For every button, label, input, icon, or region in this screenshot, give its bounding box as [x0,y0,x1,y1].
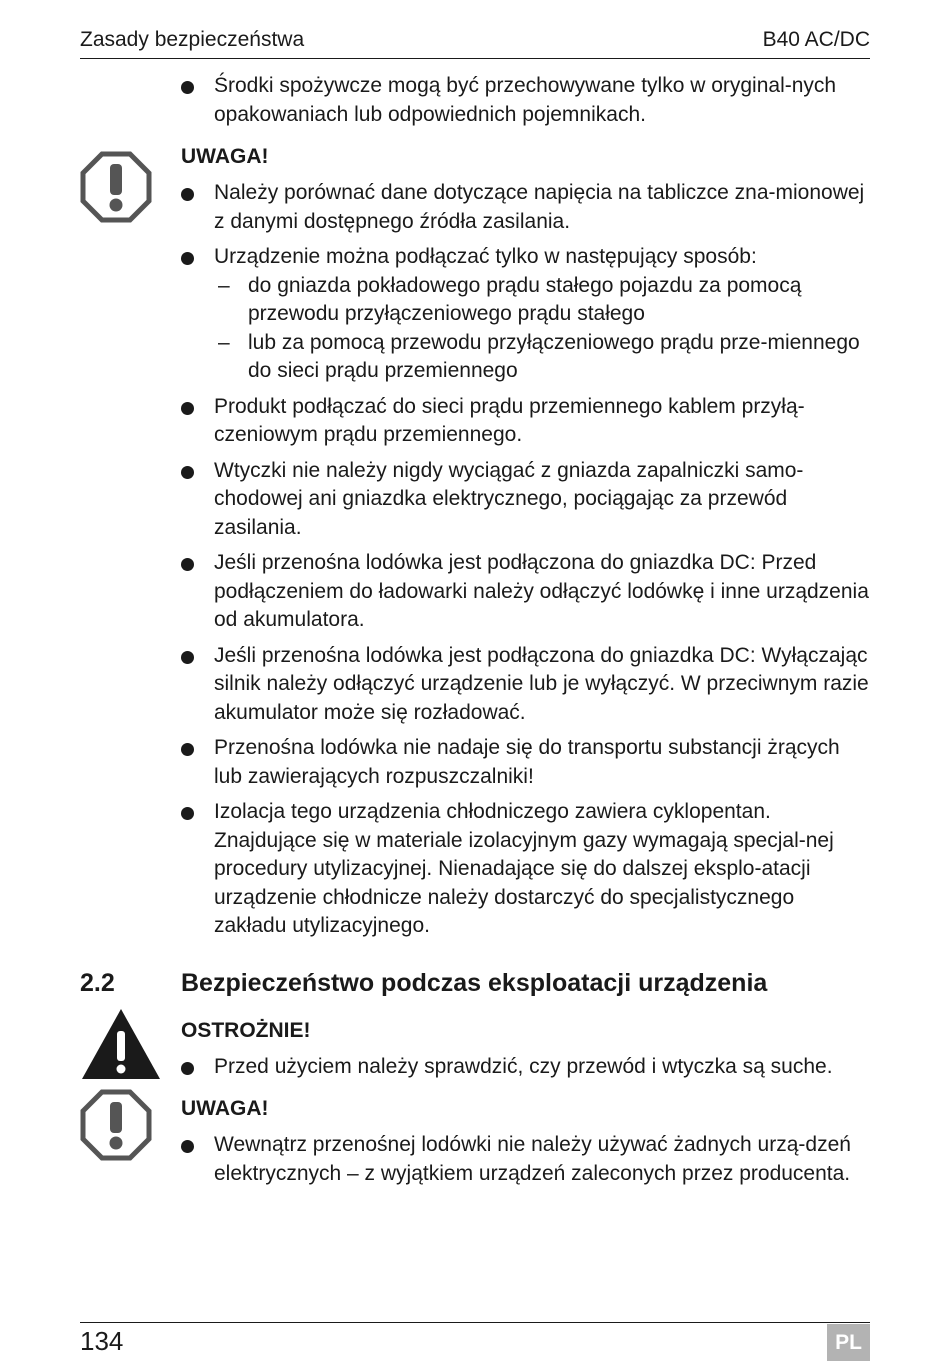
sub-list [214,272,870,386]
notice-list [181,179,870,941]
list-item [181,642,870,728]
list-item [181,1131,870,1188]
list-item-text: Przenośna lodówka nie nadaje się do transportu substancji żrących lub zawierających rozpuszczalniki! [214,736,840,788]
section-title: Bezpieczeństwo podczas eksploatacji urządzenia [181,968,768,997]
sub-list-item-text: lub za pomocą przewodu przyłączeniowego prądu prze-miennego do sieci prądu przemiennego [248,330,860,382]
caution-label: OSTROŻNIE! [181,1018,311,1042]
bullet-dot [181,402,194,415]
page-number: 134 [80,1326,124,1356]
sub-list-item-text: do gniazda pokładowego prądu stałego pojazdu za pomocą przewodu przyłączeniowego prądu stałego [248,273,802,325]
notice-label: UWAGA! [181,145,269,168]
notice-octagon-exclamation-icon [80,1089,152,1161]
intro-block [80,72,870,129]
list-item [181,393,870,450]
language-badge: PL [827,1324,870,1361]
list-item [181,179,870,236]
bullet-dot [181,743,194,756]
header-model: B40 AC/DC [762,28,870,51]
notice-octagon-exclamation-icon [80,151,152,223]
page-content [80,72,870,1195]
bullet-dot [181,651,194,664]
list-item [181,549,870,635]
list-item [181,1053,870,1082]
list-item-text: Środki spożywcze mogą być przechowywane tylko w oryginal-nych opakowaniach lub odpowiednich pojemnikach. [214,74,837,126]
list-item [181,72,870,129]
section-heading [80,967,870,999]
list-item [181,798,870,941]
bullet-dot [181,81,194,94]
list-item-text: Przed użyciem należy sprawdzić, czy przewód i wtyczka są suche. [214,1054,833,1078]
footer-divider [80,1322,870,1323]
section-number: 2.2 [80,968,115,997]
bullet-dot [181,188,194,201]
warning-triangle-icon [80,1007,162,1081]
notice-block-1 [80,143,870,941]
header-section-title: Zasady bezpieczeństwa [80,28,305,51]
dash-marker: – [218,273,230,297]
list-item-text: Produkt podłączać do sieci prądu przemiennego kablem przyłą-czeniowym prądu przemiennego. [214,394,805,446]
intro-list [181,72,870,129]
bullet-dot [181,807,194,820]
caution-list [181,1053,870,1082]
notice-label: UWAGA! [181,1097,269,1120]
notice-list [181,1131,870,1188]
notice-block-2 [80,1095,870,1188]
list-item [181,457,870,543]
bullet-dot [181,1062,194,1075]
bullet-dot [181,252,194,265]
sub-list-item [214,272,870,329]
bullet-dot [181,558,194,571]
list-item-text: Izolacja tego urządzenia chłodniczego zawiera cyklopentan. Znajdujące się w materiale izolacyjnym gazy wymagają specjal-nej procedury utylizacyjnej. Nienadające się do dalszej eksplo-atacji urządzenie chłodnicze należy dostarczyć do specjalistycznego zakładu utylizacyjnego. [214,800,834,937]
list-item [181,243,870,386]
list-item-text: Jeśli przenośna lodówka jest podłączona do gniazdka DC: Przed podłączeniem do ładowarki należy odłączyć lodówkę i inne urządzenia od akumulatora. [214,551,869,631]
caution-block [80,1017,870,1082]
dash-marker: – [218,330,230,354]
bullet-dot [181,466,194,479]
page-header [80,26,870,59]
list-item-text: Jeśli przenośna lodówka jest podłączona do gniazdka DC: Wyłączając silnik należy odłączyć urządzenie lub je wyłączyć. W przeciwnym razie akumulator może się rozładować. [214,643,869,724]
list-item [181,734,870,791]
bullet-dot [181,1140,194,1153]
list-item-text: Wewnątrz przenośnej lodówki nie należy używać żadnych urzą-dzeń elektrycznych – z wyjątkiem urządzeń zaleconych przez producenta. [214,1133,851,1185]
list-item-text: Urządzenie można podłączać tylko w następujący sposób: [214,245,757,268]
list-item-text: Należy porównać dane dotyczące napięcia na tabliczce zna-mionowej z danymi dostępnego źródła zasilania. [214,181,865,233]
list-item-text: Wtyczki nie należy nigdy wyciągać z gniazda zapalniczki samo-chodowej ani gniazdka elektrycznego, pociągając za przewód zasilania. [214,458,804,539]
sub-list-item [214,329,870,386]
